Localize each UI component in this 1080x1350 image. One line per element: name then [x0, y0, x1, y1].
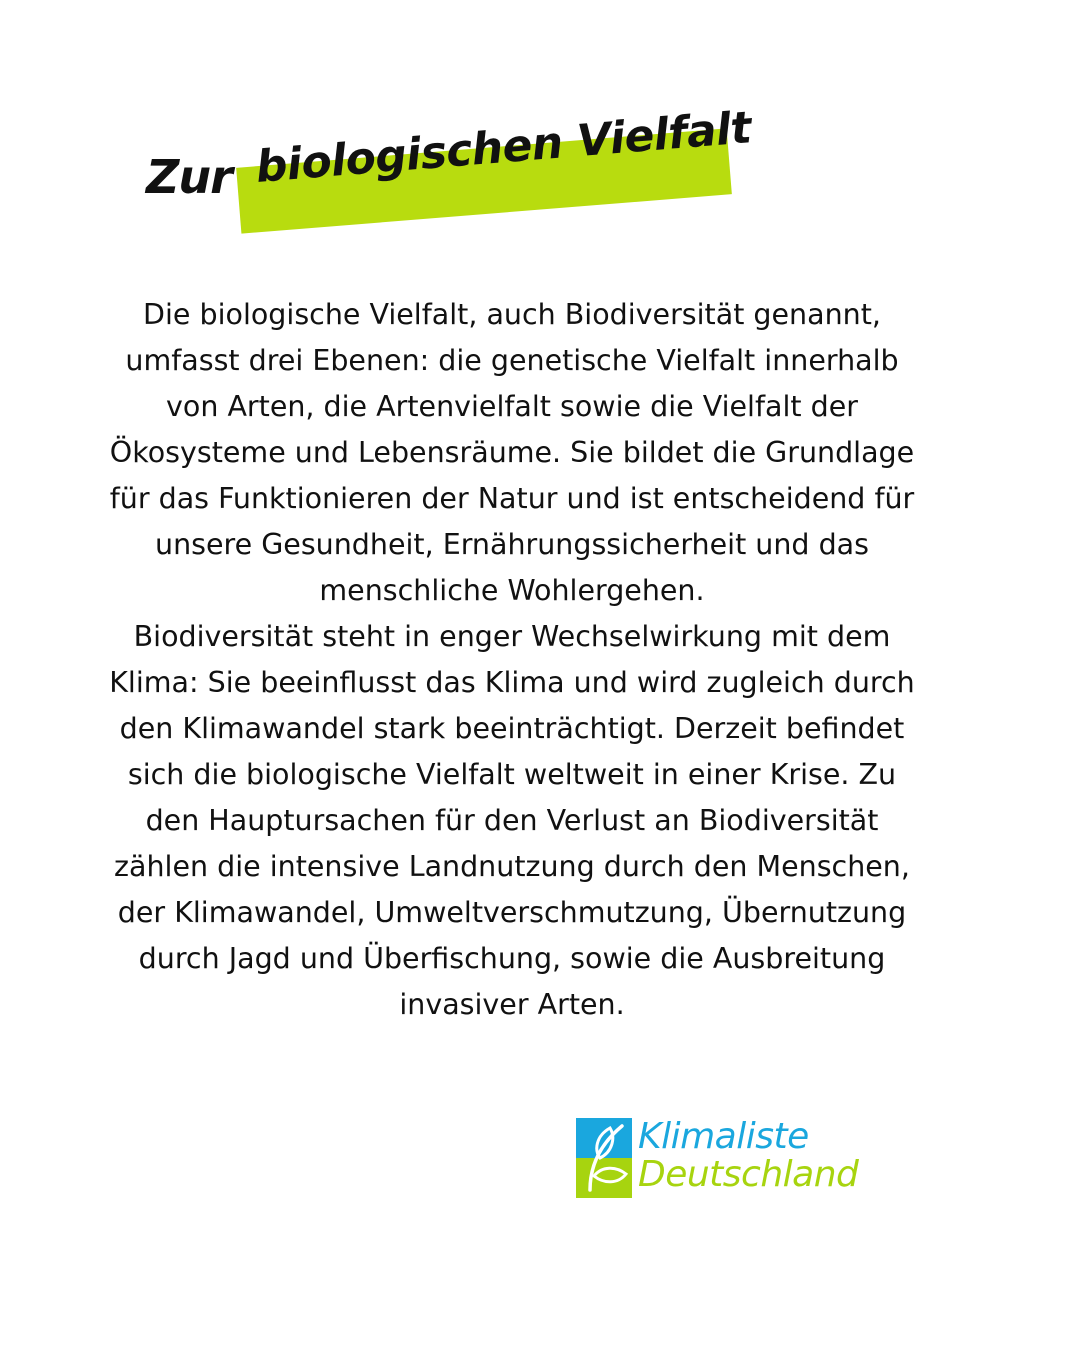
body-paragraph-1: Die biologische Vielfalt, auch Biodiversität genannt, umfasst drei Ebenen: die genetische Vielfalt innerhalb von Arten, die Artenvielfalt sowie die Vielfalt der Ökosysteme und Lebensräume. Sie bildet die Grundlage für das Funktionieren der Natur und ist entscheidend für unsere Gesundheit, Ernährungssicherheit und das menschliche Wohlergehen. [109, 298, 915, 607]
body-text [100, 292, 924, 1028]
headline-prefix: Zur [146, 150, 232, 204]
headline-highlight-text: biologischen Vielfalt [253, 102, 753, 193]
logo-line-1: Klimaliste [638, 1116, 809, 1157]
headline [0, 0, 1080, 260]
logo-line-2: Deutschland [638, 1154, 859, 1195]
body-paragraph-2: Biodiversität steht in enger Wechselwirkung mit dem Klima: Sie beeinflusst das Klima und wird zugleich durch den Klimawandel stark beeinträchtigt. Derzeit befindet sich die biologische Vielfalt weltweit in einer Krise. Zu den Hauptursachen für den Verlust an Biodiversität zählen die intensive Landnutzung durch den Menschen, der Klimawandel, Umweltverschmutzung, Übernutzung durch Jagd und Überfischung, sowie die Ausbreitung invasiver Arten. [109, 620, 915, 1021]
leaf-icon [576, 1118, 632, 1198]
klimaliste-logo [574, 1116, 904, 1202]
